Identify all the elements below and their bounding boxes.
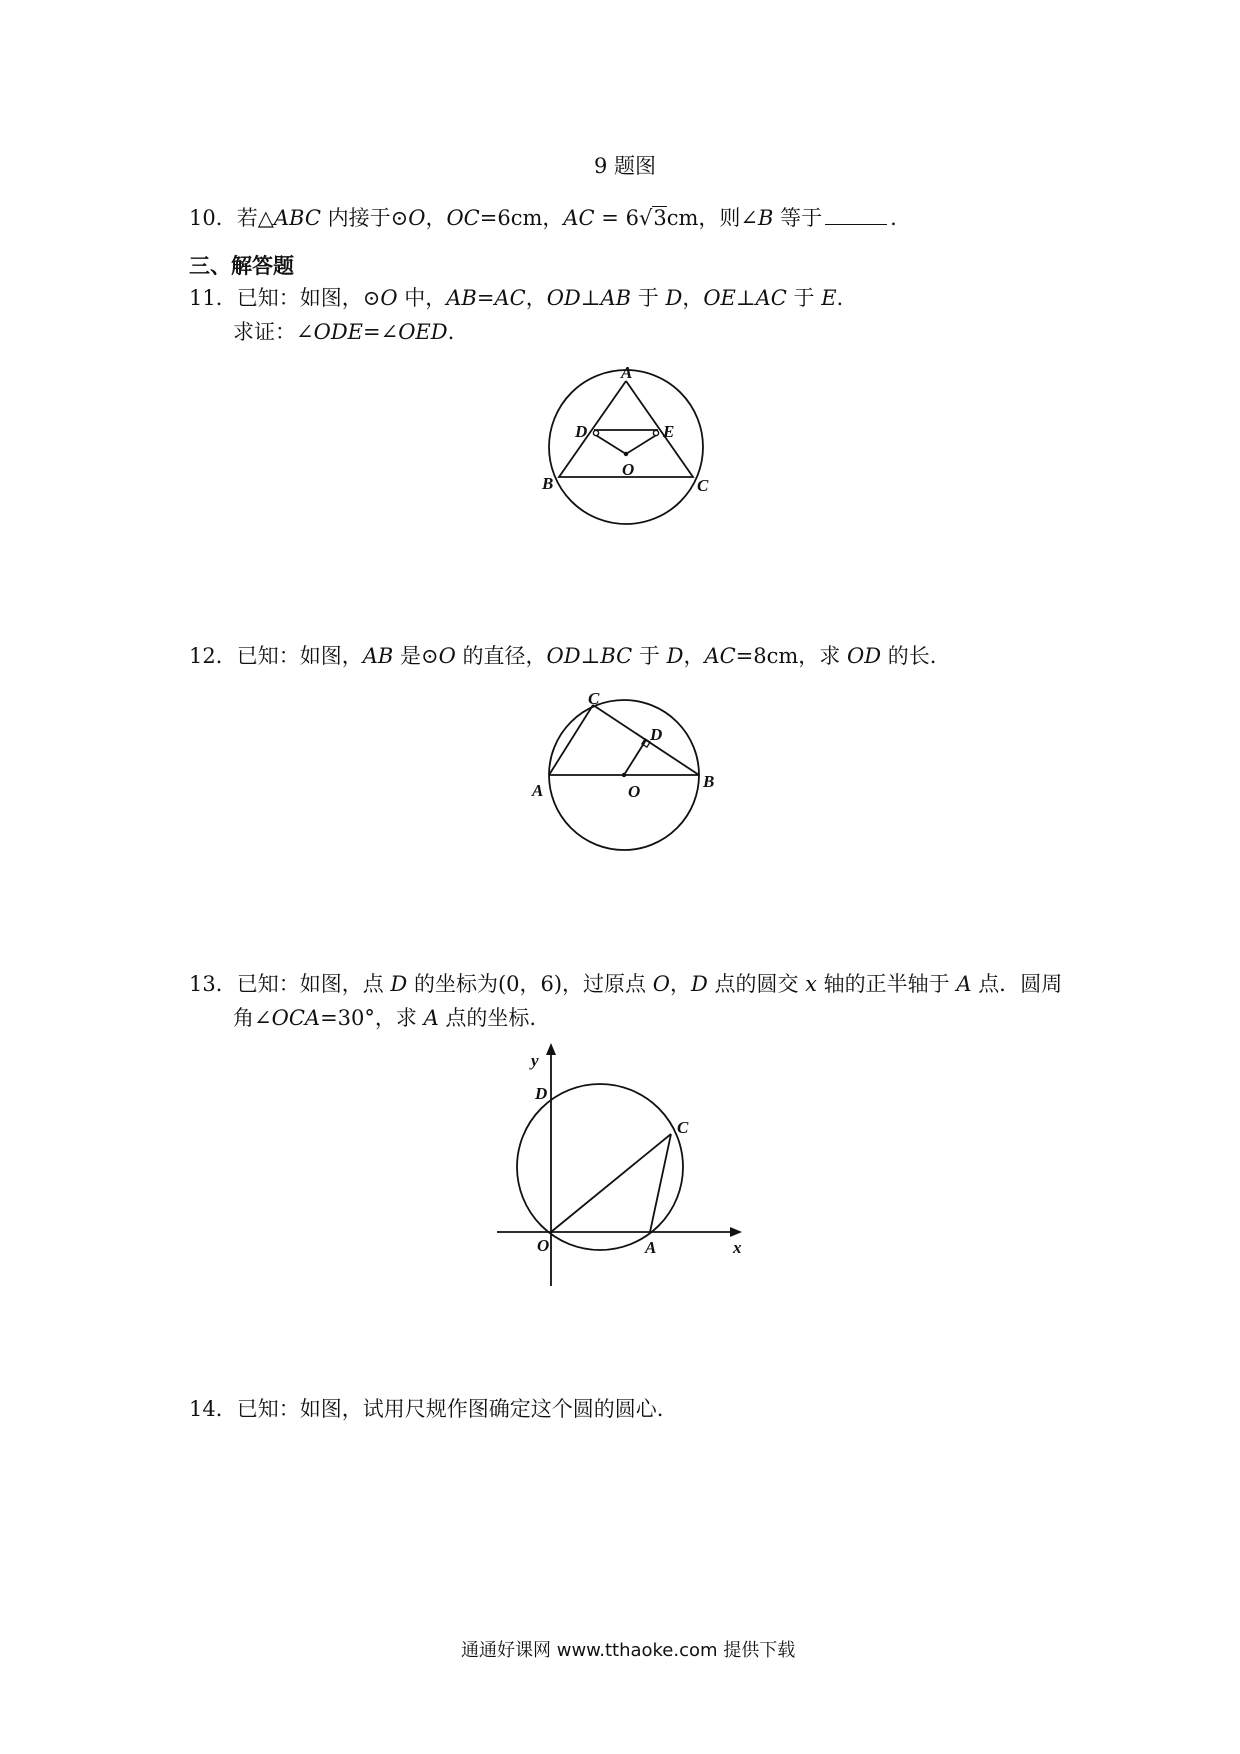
fig13-segment-oc bbox=[551, 1134, 671, 1232]
fig13-y-axis-arrow bbox=[546, 1043, 556, 1055]
question-11-line-2: 求证：∠ODE=∠OED. bbox=[233, 320, 455, 344]
fig12-circle bbox=[549, 700, 699, 850]
fig11-triangle bbox=[559, 381, 693, 477]
fig11-label-o: O bbox=[622, 460, 635, 479]
fig11-segment-od bbox=[594, 434, 626, 454]
fig13-label-a: A bbox=[645, 1238, 657, 1257]
fig12-label-d: D bbox=[650, 725, 663, 744]
section-heading: 三、解答题 bbox=[189, 253, 294, 278]
footer-credit: 通通好课网 www.tthaoke.com 提供下载 bbox=[461, 1640, 796, 1661]
question-13-line-1: 13．已知：如图，点 D 的坐标为(0，6)，过原点 O，D 点的圆交 x 轴的正半轴于 A 点．圆周 bbox=[189, 972, 1063, 996]
fig12-right-angle-mark bbox=[642, 739, 650, 747]
fig11-point-o bbox=[624, 452, 628, 456]
fig12-chord-bc bbox=[593, 705, 699, 775]
fig13-label-c: C bbox=[677, 1118, 689, 1137]
figure-9-caption: 9 题图 bbox=[594, 154, 657, 178]
answer-blank bbox=[825, 206, 887, 225]
question-11-line-1: 11．已知：如图，⊙O 中，AB=AC，OD⊥AB 于 D，OE⊥AC 于 E. bbox=[189, 286, 844, 310]
fig11-right-angle-d bbox=[593, 430, 598, 435]
fig11-segment-oe bbox=[626, 434, 658, 454]
fig11-label-b: B bbox=[542, 474, 554, 493]
fig11-circle bbox=[549, 370, 703, 524]
fig11-label-d: D bbox=[575, 422, 588, 441]
fig13-label-x: x bbox=[733, 1238, 742, 1257]
fig12-label-o: O bbox=[628, 782, 641, 801]
question-12: 12．已知：如图，AB 是⊙O 的直径，OD⊥BC 于 D，AC=8cm，求 OD 的长. bbox=[189, 644, 937, 668]
fig11-label-a: A bbox=[621, 363, 633, 382]
fig12-segment-od bbox=[624, 740, 646, 775]
fig13-x-axis-arrow bbox=[730, 1227, 742, 1237]
fig13-label-o: O bbox=[537, 1236, 550, 1255]
fig13-segment-ca bbox=[650, 1134, 671, 1232]
fig12-point-o bbox=[622, 773, 626, 777]
fig13-circle bbox=[517, 1084, 683, 1250]
question-13-line-2: 角∠OCA=30°，求 A 点的坐标. bbox=[233, 1006, 537, 1030]
fig12-label-b: B bbox=[703, 772, 715, 791]
fig13-label-d: D bbox=[535, 1084, 548, 1103]
fig12-label-a: A bbox=[532, 781, 544, 800]
fig13-label-y: y bbox=[531, 1051, 539, 1070]
fig12-label-c: C bbox=[588, 689, 600, 708]
fig11-label-c: C bbox=[697, 476, 709, 495]
sqrt-radicand: 3 bbox=[653, 206, 667, 230]
fig12-chord-ac bbox=[549, 705, 593, 775]
sqrt-sign: √ bbox=[638, 206, 653, 230]
question-10: 10．若△ABC 内接于⊙O，OC=6cm，AC = 6√3cm，则∠B 等于 . bbox=[189, 206, 897, 230]
question-14: 14．已知：如图，试用尺规作图确定这个圆的圆心. bbox=[189, 1397, 664, 1421]
fig11-label-e: E bbox=[663, 422, 675, 441]
fig11-right-angle-e bbox=[653, 430, 658, 435]
